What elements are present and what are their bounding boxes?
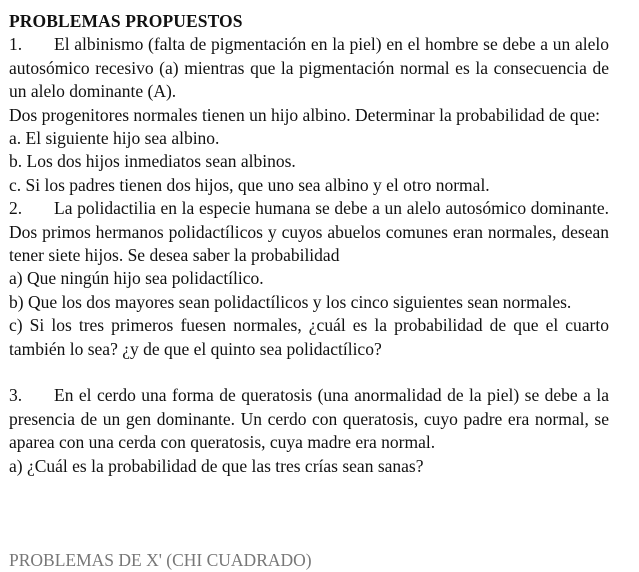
problem-1-text: El albinismo (falta de pigmentación en la piel) en el hombre se debe a un alelo autosómico recesivo (a) mientras que la pigmentación normal es la consecuencia de un alelo dominante (A).: [9, 34, 609, 102]
problem-2-item-c: c) Si los tres primeros fuesen normales, ¿cuál es la probabilidad de que el cuarto también lo sea? ¿y de que el quinto sea polidactílico?: [9, 315, 609, 359]
paragraph-gap: [9, 361, 609, 384]
problem-1-item-a: a. El siguiente hijo sea albino.: [9, 128, 220, 149]
page-title: PROBLEMAS PROPUESTOS: [9, 11, 243, 31]
problem-1-item-b: b. Los dos hijos inmediatos sean albinos.: [9, 151, 296, 172]
problem-3-text: En el cerdo una forma de queratosis (una anormalidad de la piel) se debe a la presencia de un gen dominante. Un cerdo con queratosis, cuyo padre era normal, se aparea con una cerda con queratosis, cuya madre era normal.: [9, 385, 609, 453]
problem-3-item-a: a) ¿Cuál es la probabilidad de que las tres crías sean sanas?: [9, 455, 424, 476]
problem-2-text: La polidactilia en la especie humana se debe a un alelo autosómico dominante. Dos primos hermanos polidactílicos y cuyos abuelos comunes eran normales, desean tener siete hijos. Se desea saber la probabilidad: [9, 198, 609, 266]
problem-3-number: 3.: [9, 385, 23, 406]
problem-3-statement: [9, 384, 609, 454]
document-body: [9, 10, 609, 478]
problem-2-item-a: a) Que ningún hijo sea polidactílico.: [9, 268, 264, 289]
problem-2-item-b: b) Que los dos mayores sean polidactílicos y los cinco siguientes sean normales.: [9, 291, 572, 312]
problem-2-number: 2.: [9, 198, 23, 219]
problem-1-statement: [9, 33, 609, 103]
cut-off-next-heading: PROBLEMAS DE X' (CHI CUADRADO): [9, 550, 312, 570]
problem-1-item-c: c. Si los padres tienen dos hijos, que uno sea albino y el otro normal.: [9, 174, 490, 195]
problem-1-number: 1.: [9, 34, 23, 55]
problem-2-statement: [9, 197, 609, 267]
problem-1-context: Dos progenitores normales tienen un hijo albino. Determinar la probabilidad de que:: [9, 104, 600, 125]
